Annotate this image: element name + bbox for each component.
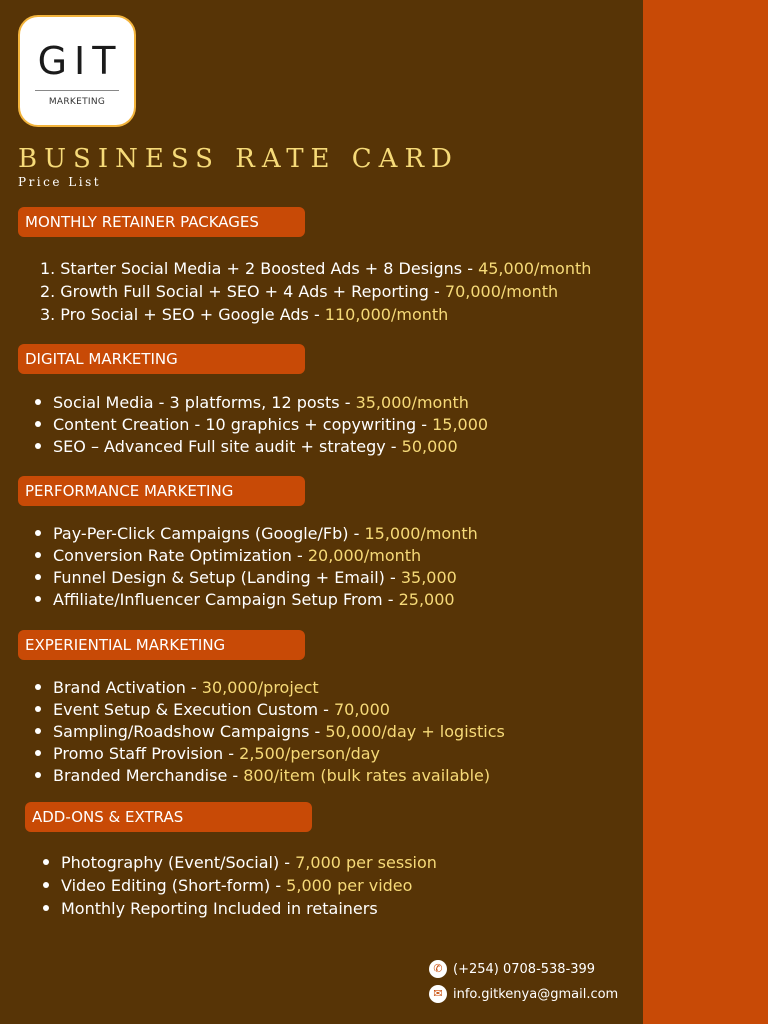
list-item: Conversion Rate Optimization - 20,000/month — [35, 545, 478, 567]
list-item: Branded Merchandise - 800/item (bulk rates available) — [35, 765, 505, 787]
list-item: Brand Activation - 30,000/project — [35, 677, 505, 699]
logo-divider — [35, 90, 119, 91]
list-item: Photography (Event/Social) - 7,000 per session — [43, 851, 437, 874]
price: 70,000/month — [444, 282, 559, 301]
price: 20,000/month — [307, 546, 422, 565]
price: 45,000/month — [478, 259, 592, 278]
list-item: Content Creation - 10 graphics + copywriting - 15,000 — [35, 414, 488, 436]
page-title: BUSINESS RATE CARD — [18, 144, 459, 174]
price: 35,000 — [400, 568, 457, 587]
digital-list — [35, 392, 488, 458]
addons-list — [43, 851, 437, 920]
email-address: info.gitkenya@gmail.com — [453, 987, 619, 1002]
brand-logo — [18, 15, 136, 127]
list-item: 1. Starter Social Media + 2 Boosted Ads + 8 Designs - 45,000/month — [40, 259, 592, 278]
contact-phone[interactable] — [429, 960, 595, 980]
price: 50,000 — [401, 437, 458, 456]
price: 50,000/day + logistics — [325, 722, 505, 741]
list-item: Event Setup & Execution Custom - 70,000 — [35, 699, 505, 721]
phone-icon: ✆ — [429, 960, 447, 978]
list-item: 2. Growth Full Social + SEO + 4 Ads + Reporting - 70,000/month — [40, 282, 559, 301]
price: 110,000/month — [324, 305, 449, 324]
section-header-performance: PERFORMANCE MARKETING — [18, 476, 305, 506]
contact-email[interactable] — [429, 985, 618, 1005]
section-header-experiential: EXPERIENTIAL MARKETING — [18, 630, 305, 660]
price: 30,000/project — [201, 678, 319, 697]
list-item: 3. Pro Social + SEO + Google Ads - 110,000/month — [40, 305, 449, 324]
list-item: Monthly Reporting Included in retainers — [43, 897, 437, 920]
price: 800/item (bulk rates available) — [243, 766, 491, 785]
list-item: Video Editing (Short-form) - 5,000 per video — [43, 874, 437, 897]
price: 7,000 per session — [295, 853, 437, 872]
section-header-addons: ADD-ONS & EXTRAS — [25, 802, 312, 832]
logo-wordmark: GIT — [37, 39, 123, 83]
list-item: Promo Staff Provision - 2,500/person/day — [35, 743, 505, 765]
phone-number: (+254) 0708-538-399 — [453, 962, 596, 977]
experiential-list — [35, 677, 505, 787]
price: 2,500/person/day — [239, 744, 380, 763]
list-item: Sampling/Roadshow Campaigns - 50,000/day + logistics — [35, 721, 505, 743]
list-item: Funnel Design & Setup (Landing + Email) - 35,000 — [35, 567, 478, 589]
price: 5,000 per video — [286, 876, 413, 895]
section-header-retainer: MONTHLY RETAINER PACKAGES — [18, 207, 305, 237]
email-icon: ✉ — [429, 985, 447, 1003]
list-item: Social Media - 3 platforms, 12 posts - 35,000/month — [35, 392, 488, 414]
retainer-list — [40, 257, 591, 326]
list-item: Affiliate/Influencer Campaign Setup From - 25,000 — [35, 589, 478, 611]
page-subtitle: Price List — [18, 175, 102, 189]
price: 25,000 — [398, 590, 455, 609]
price: 70,000 — [333, 700, 390, 719]
side-accent-stripe — [643, 0, 768, 1024]
logo-tagline: MARKETING — [48, 97, 106, 107]
price: 35,000/month — [355, 393, 469, 412]
section-header-digital: DIGITAL MARKETING — [18, 344, 305, 374]
price: 15,000/month — [364, 524, 478, 543]
list-item: Pay-Per-Click Campaigns (Google/Fb) - 15,000/month — [35, 523, 478, 545]
price: 15,000 — [432, 415, 489, 434]
performance-list — [35, 523, 478, 611]
list-item: SEO – Advanced Full site audit + strategy - 50,000 — [35, 436, 488, 458]
